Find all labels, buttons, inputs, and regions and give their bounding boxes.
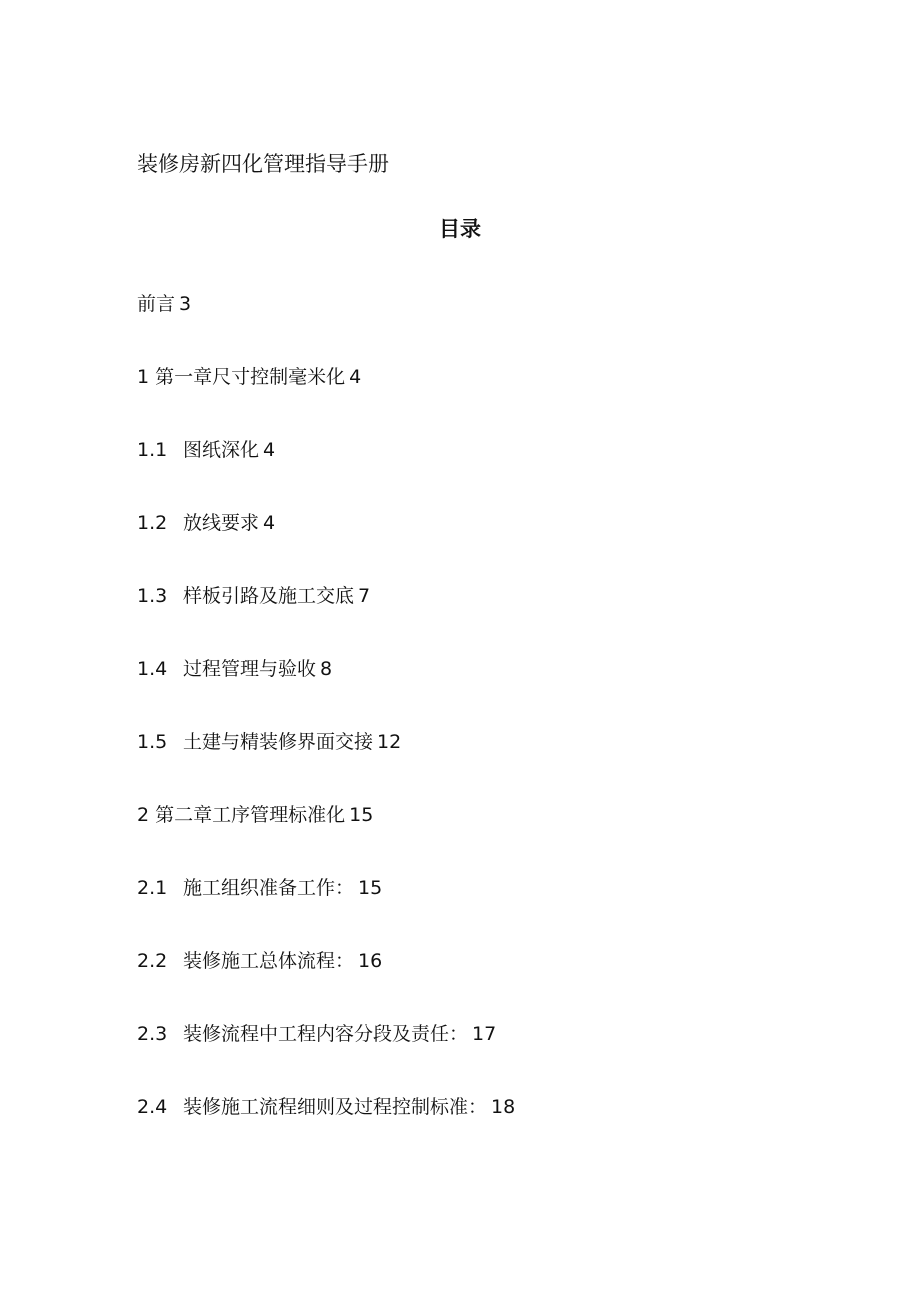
toc-entry[interactable] [137,509,515,582]
toc-entry-number: 1.1 [137,439,168,461]
toc-entry-number: 1.3 [137,585,168,607]
toc-entry-title: 装修施工总体流程： [183,950,355,972]
toc-entry-title: 放线要求 [183,512,260,534]
toc-entry-page: 7 [358,585,371,607]
toc-entry-number: 1.4 [137,658,168,680]
toc-entry-number: 1.5 [137,731,168,753]
table-of-contents [137,290,515,1166]
toc-entry[interactable] [137,1020,515,1093]
toc-entry-page: 15 [349,804,374,826]
toc-entry[interactable] [137,801,515,874]
toc-entry-title: 施工组织准备工作： [183,877,355,899]
toc-entry-title: 装修流程中工程内容分段及责任： [183,1023,469,1045]
toc-entry-number: 2.3 [137,1023,168,1045]
toc-entry[interactable] [137,1093,515,1166]
toc-entry-title: 样板引路及施工交底 [183,585,355,607]
toc-entry-title: 图纸深化 [183,439,260,461]
toc-heading: 目录 [439,217,481,241]
toc-entry-page: 18 [491,1096,516,1118]
toc-entry-page: 4 [263,512,276,534]
toc-entry-page: 4 [349,366,362,388]
toc-entry[interactable] [137,363,515,436]
toc-entry-page: 17 [472,1023,497,1045]
toc-entry-number: 1.2 [137,512,168,534]
toc-entry[interactable] [137,874,515,947]
document-title: 装修房新四化管理指导手册 [137,152,389,176]
toc-entry-page: 16 [358,950,383,972]
toc-entry[interactable] [137,290,515,363]
toc-entry-number: 2.4 [137,1096,168,1118]
toc-entry-page: 12 [377,731,402,753]
toc-entry[interactable] [137,655,515,728]
toc-entry-title: 第一章尺寸控制毫米化 [155,366,346,388]
toc-entry[interactable] [137,436,515,509]
toc-entry-number: 2.1 [137,877,168,899]
toc-entry-title: 装修施工流程细则及过程控制标准： [183,1096,488,1118]
toc-entry-number: 2.2 [137,950,168,972]
toc-entry-title: 土建与精装修界面交接 [183,731,374,753]
toc-entry-title: 第二章工序管理标准化 [155,804,346,826]
toc-entry-page: 3 [179,293,192,315]
toc-entry-page: 4 [263,439,276,461]
toc-entry-page: 8 [320,658,333,680]
toc-entry[interactable] [137,728,515,801]
toc-entry[interactable] [137,947,515,1020]
toc-entry-title: 前言 [137,293,176,315]
toc-entry[interactable] [137,582,515,655]
toc-entry-title: 过程管理与验收 [183,658,317,680]
toc-entry-number: 1 [137,366,150,388]
toc-entry-page: 15 [358,877,383,899]
toc-entry-number: 2 [137,804,150,826]
